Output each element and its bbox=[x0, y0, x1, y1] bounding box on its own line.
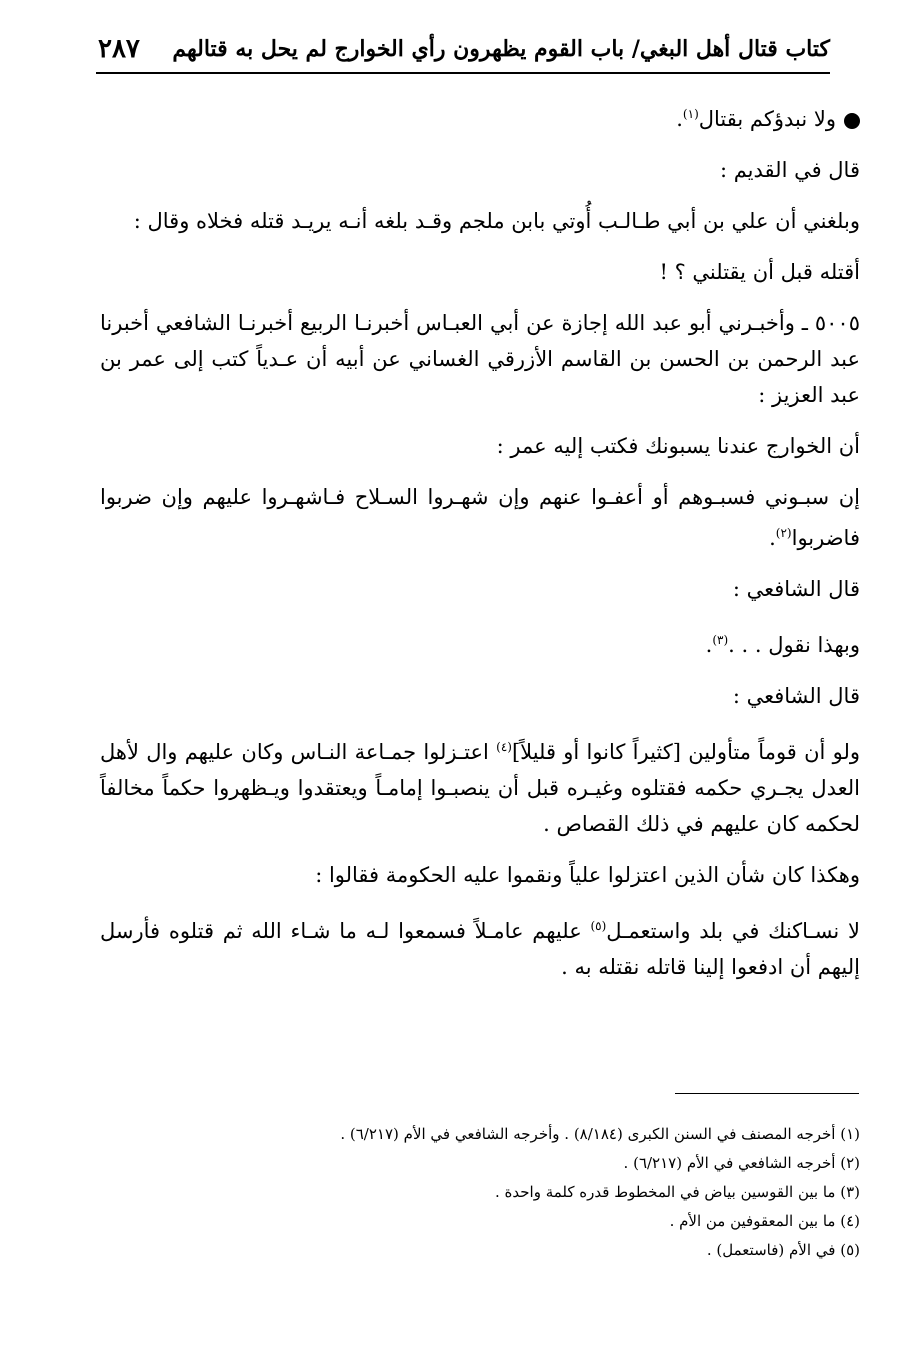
paragraph-12: وهكذا كان شأن الذين اعتزلوا علياً ونقموا عليه الحكومة فقالوا : bbox=[315, 863, 860, 887]
paragraph-4: أقتله قبل أن يقتلني ؟ ! bbox=[659, 260, 860, 284]
footnote-3: (٣) ما بين القوسين بياض في المخطوط قدره كلمة واحدة . bbox=[494, 1183, 860, 1201]
footnote-4: (٤) ما بين المعقوفين من الأم . bbox=[669, 1212, 860, 1230]
footnotes bbox=[200, 1120, 860, 1265]
footnote-1: (١) أخرجه المصنف في السنن الكبرى (٨/١٨٤) . وأخرجه الشافعي في الأم (٦/٢١٧) . bbox=[340, 1125, 860, 1143]
paragraph-9: وبهذا نقول . . .$^{(٣)}$. bbox=[705, 633, 860, 657]
footnote-ref-1: (١) bbox=[682, 107, 699, 121]
header-divider bbox=[96, 72, 830, 74]
page-header bbox=[98, 28, 830, 70]
footnote-ref-2: (٢) bbox=[775, 526, 792, 540]
paragraph-3: وبلغني أن علي بن أبي طـالـب أُوتي بابن ملجم وقـد بلغه أنـه يريـد قتله فخلاه وقال : bbox=[133, 209, 860, 233]
paragraph-10: قال الشافعي : bbox=[732, 684, 860, 708]
footnote-5: (٥) في الأم (فاستعمل) . bbox=[706, 1241, 860, 1259]
bullet-icon bbox=[844, 113, 860, 129]
footnote-divider bbox=[675, 1093, 859, 1094]
paragraph-8: قال الشافعي : bbox=[732, 577, 860, 601]
paragraph-13: لا نسـاكنك في بلد واستعمـل$^{(٥)}$ عليهم عامـلاً فسمعوا لـه ما شـاء الله ثم قتلوه فأرسل إليهم أن ادفعوا إلينا قاتله نقتله به . bbox=[100, 919, 860, 979]
paragraph-5005: ٥٠٠٥ ـ وأخبـرني أبو عبد الله إجازة عن أبي العبـاس أخبرنـا الربيع أخبرنـا الشافعي أخبرنا عبد الرحمن بن الحسن بن القاسم الأزرقي الغساني عن أبيه أن عـدياً كتب إلى عمر بن عبد العزيز : bbox=[100, 311, 860, 407]
footnote-2: (٢) أخرجه الشافعي في الأم (٦/٢١٧) . bbox=[623, 1154, 860, 1172]
paragraph-11: ولو أن قوماً متأولين [كثيراً كانوا أو قليلاً]$^{(٤)}$ اعتـزلوا جمـاعة النـاس وكان عليهم وال لأهل العدل يجـري حكمه فقتلوه وغيـره قبل أن ينصبـوا إمامـاً ويعتقدوا ويـظهروا حكماً مخالفاً لحكمه كان عليهم في ذلك القصاص . bbox=[100, 740, 860, 836]
running-title: كتاب قتال أهل البغي/ باب القوم يظهرون رأي الخوارج لم يحل به قتالهم bbox=[172, 36, 830, 62]
main-text bbox=[100, 96, 860, 1000]
footnote-ref-4: (٤) bbox=[496, 740, 512, 754]
page-number: ٢٨٧ bbox=[98, 34, 140, 64]
paragraph-1: ولا نبدؤكم بقتال$^{(١)}$. bbox=[100, 96, 860, 137]
paragraph-7: إن سبـوني فسبـوهم أو أعفـوا عنهم وإن شهـروا السـلاح فـاشهـروا عليهم وإن ضربوا فاضربوا$^{(٢)}$. bbox=[100, 485, 860, 550]
paragraph-6: أن الخوارج عندنا يسبونك فكتب إليه عمر : bbox=[496, 434, 860, 458]
footnote-ref-5: (٥) bbox=[590, 919, 607, 933]
footnote-ref-3: (٣) bbox=[712, 633, 729, 647]
paragraph-2: قال في القديم : bbox=[719, 158, 860, 182]
